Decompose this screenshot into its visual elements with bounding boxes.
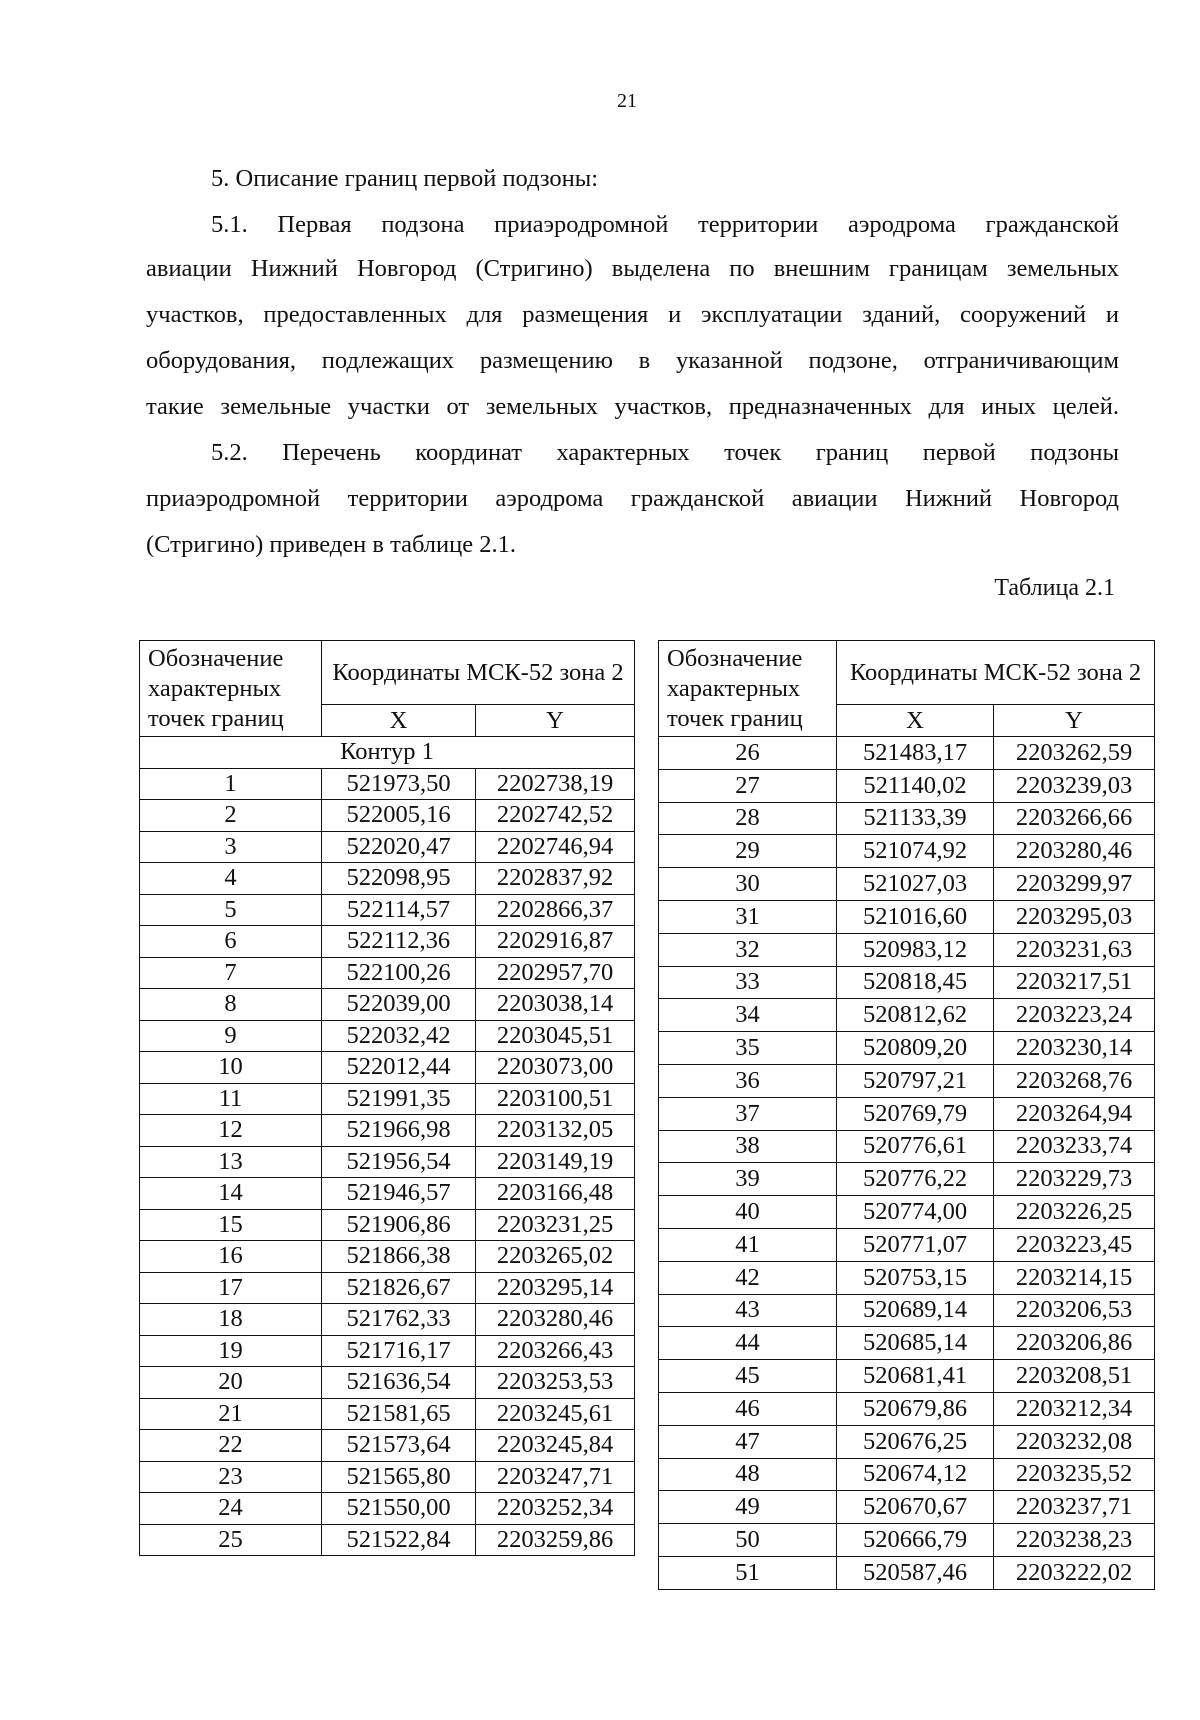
table-row	[140, 989, 635, 1021]
y-cell: 2203268,76	[994, 1064, 1155, 1097]
y-cell: 2203038,14	[476, 989, 635, 1021]
y-cell: 2203229,73	[994, 1163, 1155, 1196]
y-cell: 2203226,25	[994, 1196, 1155, 1229]
point-id-cell: 31	[659, 900, 837, 933]
y-cell: 2203206,53	[994, 1294, 1155, 1327]
x-cell: 520776,61	[837, 1130, 994, 1163]
point-id-cell: 19	[140, 1335, 322, 1367]
header-point-designation: Обозначение характерных точек границ	[659, 641, 837, 737]
table-row	[140, 1430, 635, 1462]
table-row	[659, 1425, 1155, 1458]
section-heading: 5. Описание границ первой подзоны:	[211, 165, 599, 192]
point-id-cell: 42	[659, 1261, 837, 1294]
point-id-cell: 30	[659, 868, 837, 901]
x-cell: 521140,02	[837, 769, 994, 802]
x-cell: 522100,26	[322, 957, 476, 989]
y-cell: 2203223,24	[994, 999, 1155, 1032]
table-row	[140, 1052, 635, 1084]
x-cell: 521906,86	[322, 1209, 476, 1241]
x-cell: 520771,07	[837, 1228, 994, 1261]
paragraph-5-2-line: приаэродромной территории аэродрома гражданской авиации Нижний Новгород	[146, 485, 1119, 512]
paragraph-5-1-line: авиации Нижний Новгород (Стригино) выделена по внешним границам земельных	[146, 255, 1119, 282]
table-row	[659, 1327, 1155, 1360]
paragraph-5-1-line: оборудования, подлежащих размещению в указанной подзоне, отграничивающим	[146, 347, 1119, 374]
x-cell: 521027,03	[837, 868, 994, 901]
y-cell: 2203233,74	[994, 1130, 1155, 1163]
point-id-cell: 23	[140, 1461, 322, 1493]
y-cell: 2203295,14	[476, 1272, 635, 1304]
x-cell: 520587,46	[837, 1556, 994, 1589]
table-row	[659, 802, 1155, 835]
point-id-cell: 20	[140, 1367, 322, 1399]
table-row	[659, 1458, 1155, 1491]
y-cell: 2203214,15	[994, 1261, 1155, 1294]
point-id-cell: 50	[659, 1524, 837, 1557]
table-row	[140, 1524, 635, 1556]
y-cell: 2203266,66	[994, 802, 1155, 835]
point-id-cell: 12	[140, 1115, 322, 1147]
point-id-cell: 24	[140, 1493, 322, 1525]
table-row	[659, 1360, 1155, 1393]
table-row	[659, 1491, 1155, 1524]
y-cell: 2203235,52	[994, 1458, 1155, 1491]
y-cell: 2202866,37	[476, 894, 635, 926]
point-id-cell: 38	[659, 1130, 837, 1163]
table-row	[659, 900, 1155, 933]
point-id-cell: 11	[140, 1083, 322, 1115]
table-row	[659, 1228, 1155, 1261]
y-cell: 2203280,46	[476, 1304, 635, 1336]
table-row	[140, 1115, 635, 1147]
table-row	[659, 1294, 1155, 1327]
paragraph-5-2-line: (Стригино) приведен в таблице 2.1.	[146, 531, 517, 558]
y-cell: 2203231,63	[994, 933, 1155, 966]
paragraph-5-1-line: 5.1. Первая подзона приаэродромной территории аэродрома гражданской	[211, 211, 1119, 238]
table-row	[659, 999, 1155, 1032]
point-id-cell: 4	[140, 863, 322, 895]
x-cell: 521636,54	[322, 1367, 476, 1399]
point-id-cell: 36	[659, 1064, 837, 1097]
y-cell: 2202916,87	[476, 926, 635, 958]
table-row	[140, 800, 635, 832]
x-cell: 520769,79	[837, 1097, 994, 1130]
table-row	[659, 1392, 1155, 1425]
x-cell: 520681,41	[837, 1360, 994, 1393]
table-row	[140, 1083, 635, 1115]
table-row	[659, 835, 1155, 868]
table-caption: Таблица 2.1	[994, 575, 1115, 601]
y-cell: 2203239,03	[994, 769, 1155, 802]
x-cell: 520983,12	[837, 933, 994, 966]
point-id-cell: 43	[659, 1294, 837, 1327]
header-x: X	[837, 705, 994, 737]
table-row	[140, 1020, 635, 1052]
y-cell: 2203245,61	[476, 1398, 635, 1430]
x-cell: 520674,12	[837, 1458, 994, 1491]
table-row	[140, 957, 635, 989]
point-id-cell: 15	[140, 1209, 322, 1241]
point-id-cell: 35	[659, 1032, 837, 1065]
table-row	[659, 1524, 1155, 1557]
point-id-cell: 39	[659, 1163, 837, 1196]
table-row	[140, 926, 635, 958]
point-id-cell: 16	[140, 1241, 322, 1273]
x-cell: 520666,79	[837, 1524, 994, 1557]
y-cell: 2202738,19	[476, 768, 635, 800]
table-row	[140, 831, 635, 863]
table-row	[659, 1064, 1155, 1097]
table-row	[140, 1241, 635, 1273]
x-cell: 522012,44	[322, 1052, 476, 1084]
y-cell: 2203231,25	[476, 1209, 635, 1241]
header-coordinates: Координаты МСК-52 зона 2	[837, 641, 1155, 705]
x-cell: 521565,80	[322, 1461, 476, 1493]
contour-label: Контур 1	[140, 737, 635, 769]
point-id-cell: 3	[140, 831, 322, 863]
point-id-cell: 6	[140, 926, 322, 958]
x-cell: 521550,00	[322, 1493, 476, 1525]
point-id-cell: 22	[140, 1430, 322, 1462]
coordinates-table-right	[658, 640, 1155, 1590]
point-id-cell: 34	[659, 999, 837, 1032]
y-cell: 2202837,92	[476, 863, 635, 895]
x-cell: 520753,15	[837, 1261, 994, 1294]
x-cell: 521946,57	[322, 1178, 476, 1210]
point-id-cell: 46	[659, 1392, 837, 1425]
table-row	[140, 1335, 635, 1367]
point-id-cell: 44	[659, 1327, 837, 1360]
y-cell: 2203259,86	[476, 1524, 635, 1556]
table-row	[659, 1261, 1155, 1294]
x-cell: 520812,62	[837, 999, 994, 1032]
table-row	[659, 769, 1155, 802]
table-row	[659, 737, 1155, 770]
point-id-cell: 37	[659, 1097, 837, 1130]
y-cell: 2203166,48	[476, 1178, 635, 1210]
table-row	[140, 1304, 635, 1336]
paragraph-5-1-line: такие земельные участки от земельных участков, предназначенных для иных целей.	[146, 393, 1119, 420]
table-row	[659, 1196, 1155, 1229]
table-row	[659, 1130, 1155, 1163]
header-coordinates: Координаты МСК-52 зона 2	[322, 641, 635, 705]
x-cell: 521573,64	[322, 1430, 476, 1462]
y-cell: 2203149,19	[476, 1146, 635, 1178]
header-y: Y	[994, 705, 1155, 737]
x-cell: 522032,42	[322, 1020, 476, 1052]
y-cell: 2203238,23	[994, 1524, 1155, 1557]
table-row	[140, 1367, 635, 1399]
x-cell: 521522,84	[322, 1524, 476, 1556]
y-cell: 2203299,97	[994, 868, 1155, 901]
table-row	[140, 768, 635, 800]
table-row	[659, 933, 1155, 966]
y-cell: 2203295,03	[994, 900, 1155, 933]
header-point-designation: Обозначение характерных точек границ	[140, 641, 322, 737]
x-cell: 520676,25	[837, 1425, 994, 1458]
y-cell: 2203262,59	[994, 737, 1155, 770]
point-id-cell: 40	[659, 1196, 837, 1229]
table-row	[659, 1097, 1155, 1130]
x-cell: 521991,35	[322, 1083, 476, 1115]
point-id-cell: 28	[659, 802, 837, 835]
y-cell: 2203073,00	[476, 1052, 635, 1084]
x-cell: 520809,20	[837, 1032, 994, 1065]
point-id-cell: 13	[140, 1146, 322, 1178]
table-row	[140, 1272, 635, 1304]
point-id-cell: 25	[140, 1524, 322, 1556]
point-id-cell: 51	[659, 1556, 837, 1589]
y-cell: 2203264,94	[994, 1097, 1155, 1130]
y-cell: 2203212,34	[994, 1392, 1155, 1425]
x-cell: 522005,16	[322, 800, 476, 832]
x-cell: 522098,95	[322, 863, 476, 895]
y-cell: 2202742,52	[476, 800, 635, 832]
x-cell: 520689,14	[837, 1294, 994, 1327]
y-cell: 2203045,51	[476, 1020, 635, 1052]
x-cell: 520670,67	[837, 1491, 994, 1524]
point-id-cell: 14	[140, 1178, 322, 1210]
point-id-cell: 21	[140, 1398, 322, 1430]
y-cell: 2203237,71	[994, 1491, 1155, 1524]
x-cell: 521716,17	[322, 1335, 476, 1367]
table-row	[659, 868, 1155, 901]
x-cell: 521973,50	[322, 768, 476, 800]
point-id-cell: 41	[659, 1228, 837, 1261]
y-cell: 2203223,45	[994, 1228, 1155, 1261]
x-cell: 522039,00	[322, 989, 476, 1021]
table-row	[659, 1556, 1155, 1589]
y-cell: 2203232,08	[994, 1425, 1155, 1458]
x-cell: 522112,36	[322, 926, 476, 958]
y-cell: 2203206,86	[994, 1327, 1155, 1360]
y-cell: 2203280,46	[994, 835, 1155, 868]
point-id-cell: 5	[140, 894, 322, 926]
y-cell: 2203266,43	[476, 1335, 635, 1367]
point-id-cell: 33	[659, 966, 837, 999]
x-cell: 520797,21	[837, 1064, 994, 1097]
point-id-cell: 47	[659, 1425, 837, 1458]
y-cell: 2202746,94	[476, 831, 635, 863]
table-row	[140, 894, 635, 926]
table-row	[140, 1209, 635, 1241]
x-cell: 521956,54	[322, 1146, 476, 1178]
point-id-cell: 17	[140, 1272, 322, 1304]
x-cell: 522020,47	[322, 831, 476, 863]
y-cell: 2203230,14	[994, 1032, 1155, 1065]
y-cell: 2203222,02	[994, 1556, 1155, 1589]
x-cell: 521483,17	[837, 737, 994, 770]
x-cell: 522114,57	[322, 894, 476, 926]
point-id-cell: 9	[140, 1020, 322, 1052]
y-cell: 2203253,53	[476, 1367, 635, 1399]
point-id-cell: 48	[659, 1458, 837, 1491]
x-cell: 521762,33	[322, 1304, 476, 1336]
header-x: X	[322, 705, 476, 737]
table-row	[140, 1398, 635, 1430]
point-id-cell: 27	[659, 769, 837, 802]
header-y: Y	[476, 705, 635, 737]
point-id-cell: 2	[140, 800, 322, 832]
x-cell: 520776,22	[837, 1163, 994, 1196]
table-row	[659, 1032, 1155, 1065]
point-id-cell: 29	[659, 835, 837, 868]
y-cell: 2203208,51	[994, 1360, 1155, 1393]
table-row	[140, 863, 635, 895]
point-id-cell: 45	[659, 1360, 837, 1393]
y-cell: 2203217,51	[994, 966, 1155, 999]
table-row	[659, 966, 1155, 999]
y-cell: 2203252,34	[476, 1493, 635, 1525]
coordinates-table-left	[139, 640, 635, 1556]
point-id-cell: 26	[659, 737, 837, 770]
table-row	[140, 1493, 635, 1525]
y-cell: 2203265,02	[476, 1241, 635, 1273]
x-cell: 521016,60	[837, 900, 994, 933]
y-cell: 2202957,70	[476, 957, 635, 989]
point-id-cell: 49	[659, 1491, 837, 1524]
point-id-cell: 18	[140, 1304, 322, 1336]
y-cell: 2203247,71	[476, 1461, 635, 1493]
x-cell: 520685,14	[837, 1327, 994, 1360]
table-row	[140, 1178, 635, 1210]
point-id-cell: 32	[659, 933, 837, 966]
point-id-cell: 8	[140, 989, 322, 1021]
page-number: 21	[617, 90, 637, 112]
x-cell: 521074,92	[837, 835, 994, 868]
paragraph-5-1-line: участков, предоставленных для размещения и эксплуатации зданий, сооружений и	[146, 301, 1119, 328]
paragraph-5-2-line: 5.2. Перечень координат характерных точек границ первой подзоны	[211, 439, 1119, 466]
y-cell: 2203245,84	[476, 1430, 635, 1462]
x-cell: 521133,39	[837, 802, 994, 835]
x-cell: 521581,65	[322, 1398, 476, 1430]
point-id-cell: 1	[140, 768, 322, 800]
table-row	[140, 1461, 635, 1493]
x-cell: 521826,67	[322, 1272, 476, 1304]
point-id-cell: 7	[140, 957, 322, 989]
point-id-cell: 10	[140, 1052, 322, 1084]
table-row	[140, 1146, 635, 1178]
y-cell: 2203132,05	[476, 1115, 635, 1147]
x-cell: 520679,86	[837, 1392, 994, 1425]
table-row	[659, 1163, 1155, 1196]
x-cell: 521966,98	[322, 1115, 476, 1147]
x-cell: 520774,00	[837, 1196, 994, 1229]
x-cell: 521866,38	[322, 1241, 476, 1273]
y-cell: 2203100,51	[476, 1083, 635, 1115]
x-cell: 520818,45	[837, 966, 994, 999]
